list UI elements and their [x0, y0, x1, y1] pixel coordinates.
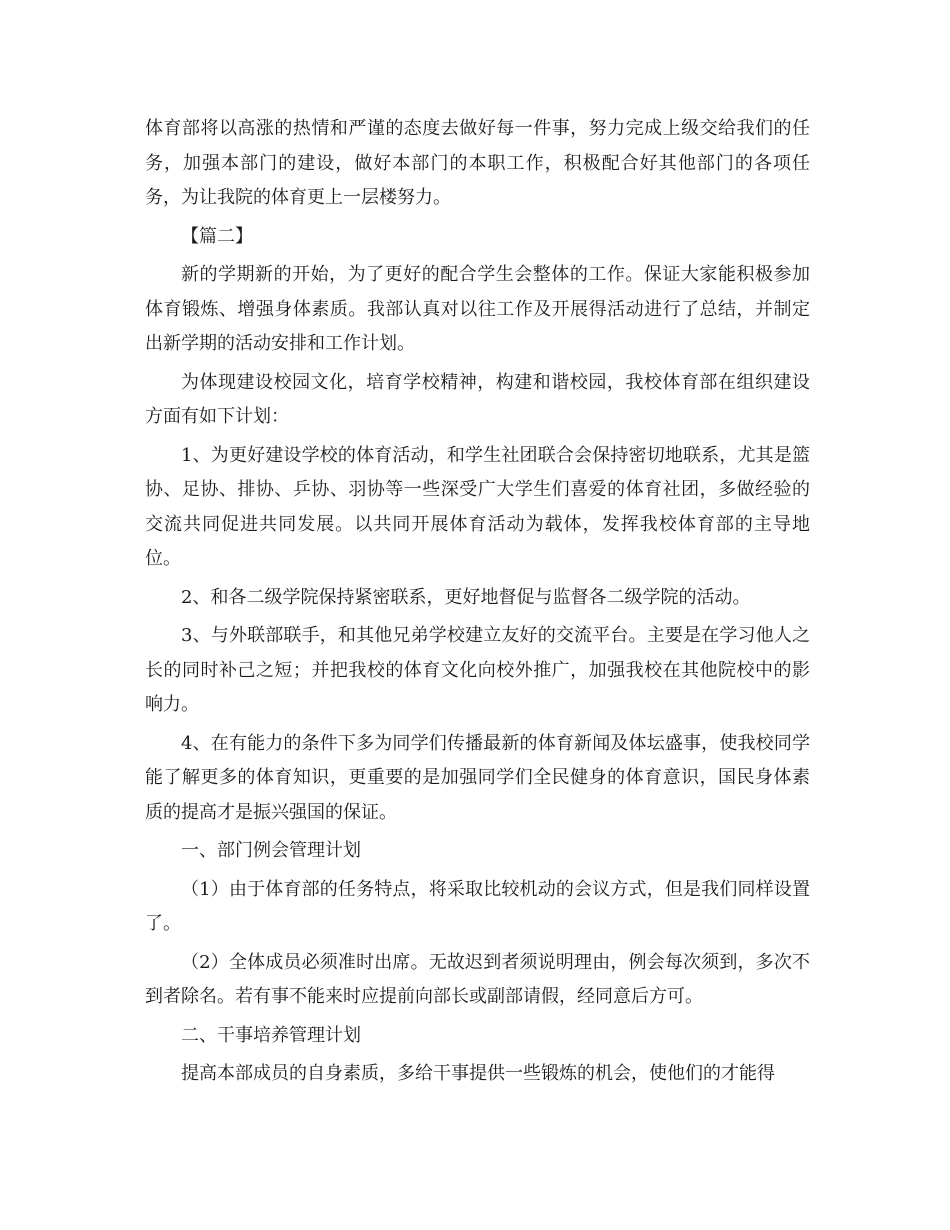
sub-item-1: （1）由于体育部的任务特点，将采取比较机动的会议方式，但是我们同样设置了。: [145, 878, 810, 934]
paragraph-intro: 体育部将以高涨的热情和严谨的态度去做好每一件事，努力完成上级交给我们的任务，加强本部门的建设，做好本部门的本职工作，积极配合好其他部门的各项任务，为让我院的体育更上一层楼努力。: [145, 118, 810, 208]
document-body: [145, 112, 810, 1096]
list-item-3: 3、与外联部联手，和其他兄弟学校建立友好的交流平台。主要是在学习他人之长的同时补己之短；并把我校的体育文化向校外推广，加强我校在其他院校中的影响力。: [145, 625, 810, 715]
section-heading-part-two: 【篇二】: [181, 225, 253, 247]
list-item-4: 4、在有能力的条件下多为同学们传播最新的体育新闻及体坛盛事，使我校同学能了解更多的体育知识，更重要的是加强同学们全民健身的体育意识，国民身体素质的提高才是振兴强国的保证。: [145, 732, 810, 823]
list-item-2: 2、和各二级学院保持紧密联系，更好地督促与监督各二级学院的活动。: [181, 586, 751, 608]
section-heading-meetings: 一、部门例会管理计划: [181, 840, 361, 861]
paragraph-campus-culture: 为体现建设校园文化，培育学校精神，构建和谐校园，我校体育部在组织建设方面有如下计划：: [145, 371, 810, 427]
paragraph-training: 提高本部成员的自身素质，多给干事提供一些锻炼的机会，使他们的才能得: [181, 1063, 775, 1084]
list-item-1: 1、为更好建设学校的体育活动，和学生社团联合会保持密切地联系，尤其是篮协、足协、排协、乒协、羽协等一些深受广大学生们喜爱的体育社团，多做经验的交流共同促进共同发展。以共同开展体育活动为载体，发挥我校体育部的主导地位。: [145, 444, 810, 569]
paragraph-new-semester: 新的学期新的开始，为了更好的配合学生会整体的工作。保证大家能积极参加体育锻炼、增强身体素质。我部认真对以往工作及开展得活动进行了总结，并制定出新学期的活动安排和工作计划。: [145, 264, 810, 354]
section-heading-training: 二、干事培养管理计划: [181, 1024, 361, 1046]
sub-item-2: （2）全体成员必须准时出席。无故迟到者须说明理由，例会每次须到，多次不到者除名。若有事不能来时应提前向部长或副部请假，经同意后方可。: [145, 951, 810, 1007]
